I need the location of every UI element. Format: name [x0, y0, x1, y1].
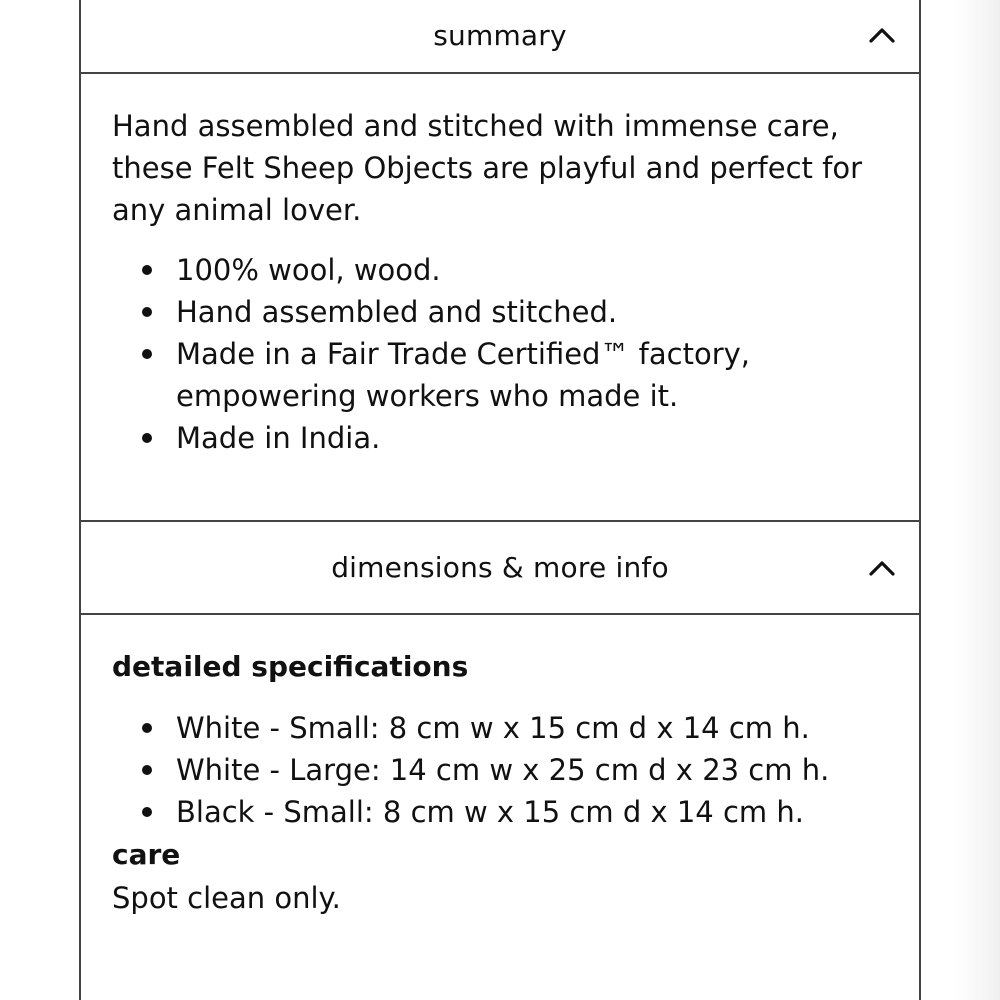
specs-heading: detailed specifications [112, 650, 469, 683]
summary-bullet-list [112, 249, 889, 459]
summary-content [112, 105, 889, 459]
dimensions-title: dimensions & more info [331, 551, 669, 584]
chevron-up-icon[interactable] [867, 553, 897, 583]
summary-accordion-header[interactable] [81, 0, 919, 74]
care-heading: care [112, 838, 181, 871]
specs-list [112, 707, 889, 833]
summary-description: Hand assembled and stitched with immense care, these Felt Sheep Objects are playful and perfect for any animal lover. [112, 109, 863, 227]
list-item: White - Small: 8 cm w x 15 cm d x 14 cm h. [176, 707, 889, 749]
dimensions-accordion-header[interactable] [81, 520, 919, 615]
list-item: Made in India. [176, 417, 889, 459]
chevron-up-icon[interactable] [867, 20, 897, 50]
details-panel [79, 0, 921, 1000]
list-item: Black - Small: 8 cm w x 15 cm d x 14 cm h. [176, 791, 889, 833]
summary-title: summary [433, 18, 567, 52]
list-item: White - Large: 14 cm w x 25 cm d x 23 cm h. [176, 749, 889, 791]
list-item: Hand assembled and stitched. [176, 291, 889, 333]
edge-shadow [952, 0, 1000, 1000]
list-item: Made in a Fair Trade Certified™ factory, empowering workers who made it. [176, 333, 889, 417]
care-text: Spot clean only. [112, 881, 341, 915]
list-item: 100% wool, wood. [176, 249, 889, 291]
dimensions-content [112, 645, 889, 919]
